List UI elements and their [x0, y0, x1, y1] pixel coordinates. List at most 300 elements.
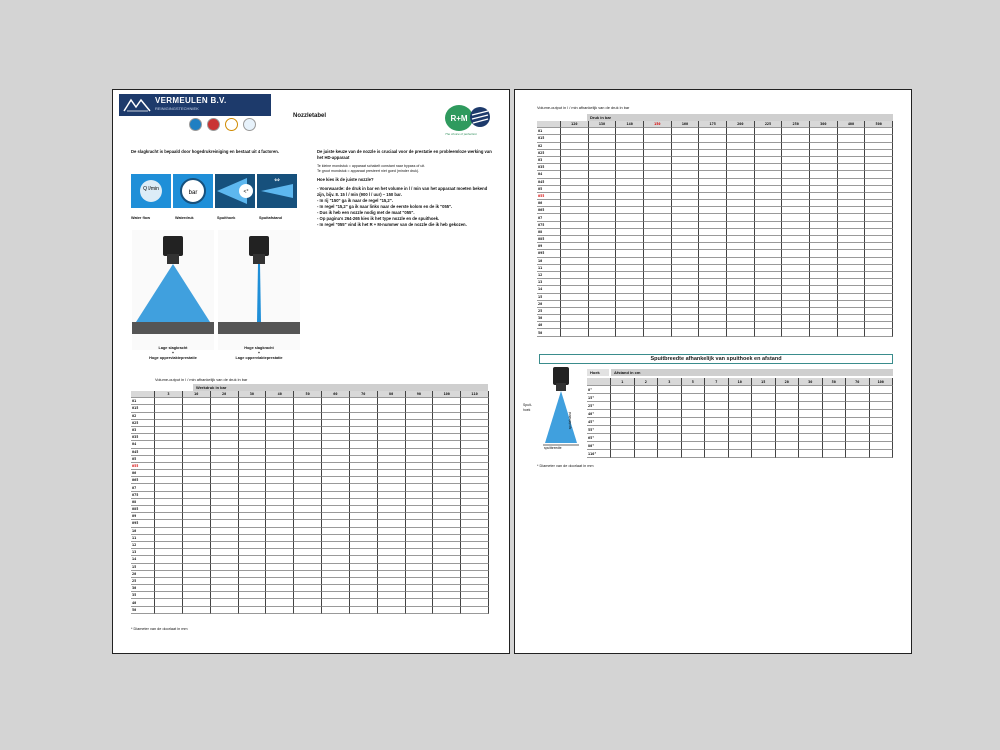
table-cell — [755, 200, 783, 207]
table-cell — [838, 243, 866, 250]
table-cell — [838, 171, 866, 178]
table-cell — [239, 549, 267, 556]
table-cell — [322, 542, 350, 549]
table-cell — [561, 171, 589, 178]
table-cell — [729, 450, 753, 458]
row-header: 40 — [537, 322, 561, 329]
table-cell — [865, 301, 893, 308]
slogan: The choice of perfection — [445, 132, 478, 136]
table-cell — [838, 214, 866, 221]
table-cell — [561, 179, 589, 186]
table-cell — [699, 214, 727, 221]
table-cell — [322, 578, 350, 585]
caption-line: Hoge slagkracht — [244, 346, 274, 350]
table-cell — [682, 426, 706, 434]
table-cell — [155, 456, 183, 463]
table-cell — [865, 164, 893, 171]
row-header: 05 — [537, 186, 561, 193]
table-cell — [461, 420, 489, 427]
table-cell — [266, 499, 294, 506]
table-cell — [433, 556, 461, 563]
table-cell — [461, 463, 489, 470]
table-cell — [294, 398, 322, 405]
table-cell — [644, 193, 672, 200]
table-cell — [865, 179, 893, 186]
table-cell — [752, 402, 776, 410]
table-cell — [239, 405, 267, 412]
table-cell — [406, 592, 434, 599]
table-cell — [561, 186, 589, 193]
table-cell — [155, 556, 183, 563]
table-cell — [782, 207, 810, 214]
table-cell — [211, 607, 239, 614]
table-cell — [406, 463, 434, 470]
table-cell — [672, 164, 700, 171]
column-header: 15 — [752, 378, 776, 386]
table-cell — [644, 229, 672, 236]
table-cell — [782, 214, 810, 221]
table-cell — [461, 607, 489, 614]
table-cell — [266, 571, 294, 578]
table-cell — [705, 434, 729, 442]
table-cell — [211, 499, 239, 506]
volume-table-high-pressure — [537, 121, 893, 337]
row-header: 110° — [587, 450, 611, 458]
table-cell — [616, 193, 644, 200]
table-cell — [727, 222, 755, 229]
volume-table-low-pressure — [131, 391, 489, 614]
table-cell — [810, 308, 838, 315]
table-cell — [239, 592, 267, 599]
table-cell — [838, 236, 866, 243]
table-cell — [799, 426, 823, 434]
table-cell — [727, 308, 755, 315]
table-cell — [183, 427, 211, 434]
table-cell — [782, 179, 810, 186]
table-cell — [755, 207, 783, 214]
table-cell — [266, 535, 294, 542]
table-cell — [211, 427, 239, 434]
table-cell — [616, 200, 644, 207]
badge-icon — [225, 118, 238, 131]
table-cell — [838, 258, 866, 265]
narrow-spray-illustration — [218, 230, 300, 350]
table-cell — [433, 420, 461, 427]
table-cell — [635, 442, 659, 450]
table-cell — [589, 207, 617, 214]
table-cell — [406, 556, 434, 563]
column-header: 70 — [350, 391, 378, 398]
table-cell — [644, 315, 672, 322]
table-cell — [350, 499, 378, 506]
row-header: 06 — [537, 200, 561, 207]
column-header: 130 — [589, 121, 617, 128]
table-cell — [799, 386, 823, 394]
table-cell — [589, 150, 617, 157]
table-cell — [755, 272, 783, 279]
table-cell — [350, 585, 378, 592]
table-cell — [406, 434, 434, 441]
table-cell — [378, 441, 406, 448]
table-cell — [644, 157, 672, 164]
table-cell — [699, 143, 727, 150]
table-cell — [211, 477, 239, 484]
table-cell — [644, 265, 672, 272]
table-cell — [727, 200, 755, 207]
spray-width-label: spuitbreedte — [544, 446, 562, 450]
table-cell — [211, 549, 239, 556]
table-cell — [183, 463, 211, 470]
table-cell — [461, 434, 489, 441]
table-cell — [155, 405, 183, 412]
table-cell — [672, 135, 700, 142]
spray-angle-side-label: Spuit-hoek — [523, 403, 532, 412]
table-cell — [846, 418, 870, 426]
table-cell — [350, 449, 378, 456]
table-cell — [155, 398, 183, 405]
table-cell — [752, 450, 776, 458]
table-cell — [589, 265, 617, 272]
table-cell — [644, 301, 672, 308]
spray-angle-diagram — [537, 367, 585, 451]
table-cell — [699, 329, 727, 336]
table-cell — [699, 315, 727, 322]
row-header: 09 — [537, 243, 561, 250]
table-cell — [183, 470, 211, 477]
table-cell — [211, 528, 239, 535]
table-cell — [461, 477, 489, 484]
table-cell — [561, 322, 589, 329]
table-cell — [589, 279, 617, 286]
table-cell — [266, 564, 294, 571]
table-cell — [322, 492, 350, 499]
table-cell — [461, 528, 489, 535]
table-cell — [672, 128, 700, 135]
table-cell — [561, 279, 589, 286]
table-cell — [658, 426, 682, 434]
table-cell — [378, 477, 406, 484]
table-cell — [616, 308, 644, 315]
table-cell — [727, 150, 755, 157]
table-cell — [616, 294, 644, 301]
table-cell — [727, 272, 755, 279]
table-cell — [727, 286, 755, 293]
table-cell — [865, 272, 893, 279]
table-cell — [406, 405, 434, 412]
column-header: 225 — [755, 121, 783, 128]
table-cell — [755, 150, 783, 157]
table-cell — [846, 410, 870, 418]
table-cell — [644, 171, 672, 178]
table-cell — [211, 492, 239, 499]
table-cell — [350, 542, 378, 549]
table-cell — [616, 135, 644, 142]
table-cell — [865, 265, 893, 272]
table-cell — [727, 236, 755, 243]
table-cell — [294, 520, 322, 527]
table-cell — [294, 564, 322, 571]
row-header: 12 — [537, 272, 561, 279]
table-cell — [838, 308, 866, 315]
table-cell — [776, 386, 800, 394]
table-cell — [155, 499, 183, 506]
table-cell — [589, 243, 617, 250]
table-cell — [406, 470, 434, 477]
table-cell — [211, 413, 239, 420]
table-cell — [589, 214, 617, 221]
table-cell — [644, 207, 672, 214]
table-cell — [294, 556, 322, 563]
table-cell — [755, 135, 783, 142]
table-cell — [433, 542, 461, 549]
table-cell — [672, 207, 700, 214]
table-cell — [183, 578, 211, 585]
table-cell — [672, 286, 700, 293]
table-cell — [266, 463, 294, 470]
table-cell — [782, 164, 810, 171]
table-cell — [211, 463, 239, 470]
table-cell — [838, 272, 866, 279]
table-cell — [635, 426, 659, 434]
table-cell — [322, 427, 350, 434]
table-cell — [433, 456, 461, 463]
table-cell — [211, 585, 239, 592]
table-cell — [729, 394, 753, 402]
table-cell — [322, 556, 350, 563]
factor-flow-label: Q l/min — [143, 186, 159, 192]
table-cell — [870, 418, 894, 426]
spray-angle-icon — [215, 174, 255, 208]
table-cell — [616, 322, 644, 329]
table-cell — [211, 405, 239, 412]
table-cell — [461, 449, 489, 456]
table-cell — [838, 193, 866, 200]
table-cell — [838, 128, 866, 135]
table-cell — [616, 301, 644, 308]
badge-icon — [207, 118, 220, 131]
table-cell — [616, 258, 644, 265]
table-cell — [616, 128, 644, 135]
table-cell — [865, 222, 893, 229]
page-right — [514, 89, 912, 654]
table-cell — [589, 286, 617, 293]
table-cell — [616, 236, 644, 243]
table-cell — [155, 484, 183, 491]
table-cell — [776, 450, 800, 458]
table-cell — [658, 450, 682, 458]
table-cell — [378, 434, 406, 441]
table-cell — [755, 236, 783, 243]
table-cell — [589, 135, 617, 142]
table-cell — [406, 578, 434, 585]
table-cell — [727, 135, 755, 142]
table-cell — [611, 418, 635, 426]
table-cell — [782, 315, 810, 322]
table-cell — [616, 171, 644, 178]
table-cell — [561, 150, 589, 157]
table-cell — [183, 413, 211, 420]
table-cell — [635, 418, 659, 426]
row-header: 10 — [131, 528, 155, 535]
table-cell — [322, 463, 350, 470]
table-cell — [461, 499, 489, 506]
table-cell — [294, 585, 322, 592]
table-cell — [239, 528, 267, 535]
page-left — [112, 89, 510, 654]
table-cell — [838, 250, 866, 257]
table-cell — [378, 542, 406, 549]
guide-note-small: Te kleine mondstuk = apparaat schakelt constant naar bypass of uit. — [317, 164, 426, 168]
table-cell — [239, 492, 267, 499]
table-cell — [799, 394, 823, 402]
row-header: 04 — [131, 441, 155, 448]
table-cell — [211, 470, 239, 477]
table-cell — [378, 499, 406, 506]
row-header: 045 — [131, 449, 155, 456]
table-cell — [294, 578, 322, 585]
table-cell — [239, 607, 267, 614]
table-cell — [810, 236, 838, 243]
table-cell — [635, 450, 659, 458]
caption-line: + — [171, 351, 175, 355]
table-cell — [155, 513, 183, 520]
spray-distance-label: spuitafstand — [568, 412, 572, 430]
table-cell — [782, 265, 810, 272]
row-header: 035 — [131, 434, 155, 441]
table-cell — [406, 506, 434, 513]
table-cell — [865, 308, 893, 315]
table-cell — [672, 258, 700, 265]
table-cell — [644, 272, 672, 279]
table-cell — [644, 179, 672, 186]
table-cell — [350, 520, 378, 527]
table-cell — [810, 171, 838, 178]
table-cell — [406, 585, 434, 592]
table-cell — [846, 442, 870, 450]
table-cell — [239, 434, 267, 441]
table-cell — [672, 214, 700, 221]
table-cell — [561, 294, 589, 301]
table-cell — [644, 164, 672, 171]
table-cell — [755, 258, 783, 265]
table-cell — [865, 200, 893, 207]
table-cell — [211, 420, 239, 427]
table-cell — [589, 329, 617, 336]
table-cell — [211, 441, 239, 448]
table-cell — [155, 549, 183, 556]
column-header: 60 — [322, 391, 350, 398]
table-cell — [782, 294, 810, 301]
table-cell — [378, 578, 406, 585]
intro-text: De slagkracht is bepaald door hogedrukreiniging en bestaat uit 4 factoren. — [131, 149, 279, 154]
table-cell — [682, 418, 706, 426]
column-header: 70 — [846, 378, 870, 386]
table-cell — [378, 592, 406, 599]
table-cell — [616, 279, 644, 286]
table-cell — [294, 492, 322, 499]
spray-angle-header: Hoek — [587, 369, 609, 376]
table-cell — [322, 441, 350, 448]
table-cell — [266, 456, 294, 463]
table-cell — [239, 413, 267, 420]
table-cell — [727, 128, 755, 135]
table-cell — [672, 179, 700, 186]
table-cell — [782, 200, 810, 207]
table-cell — [294, 413, 322, 420]
table-cell — [729, 442, 753, 450]
table-cell — [755, 322, 783, 329]
table-cell — [461, 571, 489, 578]
table-cell — [322, 477, 350, 484]
factor-images — [131, 174, 297, 214]
table-cell — [239, 427, 267, 434]
table-cell — [266, 542, 294, 549]
table-cell — [810, 301, 838, 308]
row-header: 13 — [131, 549, 155, 556]
table-cell — [635, 394, 659, 402]
table-cell — [810, 135, 838, 142]
table-cell — [838, 279, 866, 286]
table-cell — [865, 171, 893, 178]
table-cell — [672, 315, 700, 322]
table-cell — [755, 229, 783, 236]
factor-label: Spuithoek — [217, 216, 236, 220]
table-cell — [239, 578, 267, 585]
table-cell — [672, 279, 700, 286]
table-cell — [699, 279, 727, 286]
row-header: 03 — [131, 427, 155, 434]
table-cell — [870, 442, 894, 450]
table-cell — [322, 607, 350, 614]
table-cell — [406, 477, 434, 484]
table-cell — [322, 470, 350, 477]
table-cell — [561, 143, 589, 150]
table-cell — [266, 441, 294, 448]
table-cell — [239, 420, 267, 427]
column-header: 10 — [183, 391, 211, 398]
table-cell — [776, 434, 800, 442]
table-corner-cell — [131, 391, 155, 398]
row-header: 01 — [131, 398, 155, 405]
table-cell — [682, 434, 706, 442]
table-cell — [846, 386, 870, 394]
table-cell — [727, 193, 755, 200]
caption-line: Lage slagkracht — [158, 346, 188, 350]
table-cell — [672, 301, 700, 308]
guide-step: - Op pagina's 264-265 kies ik het type nozzle en de spuithoek. — [317, 216, 440, 221]
table-cell — [682, 386, 706, 394]
table-cell — [294, 434, 322, 441]
row-header: 03 — [537, 157, 561, 164]
table-cell — [155, 506, 183, 513]
table-cell — [406, 413, 434, 420]
table-cell — [183, 528, 211, 535]
table-cell — [350, 599, 378, 606]
factor-angle-label: <° — [243, 189, 249, 195]
table-cell — [183, 513, 211, 520]
table-cell — [589, 301, 617, 308]
table-cell — [406, 420, 434, 427]
table-cell — [183, 441, 211, 448]
table-cell — [239, 520, 267, 527]
row-header: 035 — [537, 164, 561, 171]
guide-step: - Dus ik heb een nozzle nodig met de maat "055". — [317, 210, 415, 215]
row-header: 045 — [537, 179, 561, 186]
table-cell — [461, 564, 489, 571]
table-cell — [870, 450, 894, 458]
table-cell — [727, 294, 755, 301]
table-cell — [810, 207, 838, 214]
